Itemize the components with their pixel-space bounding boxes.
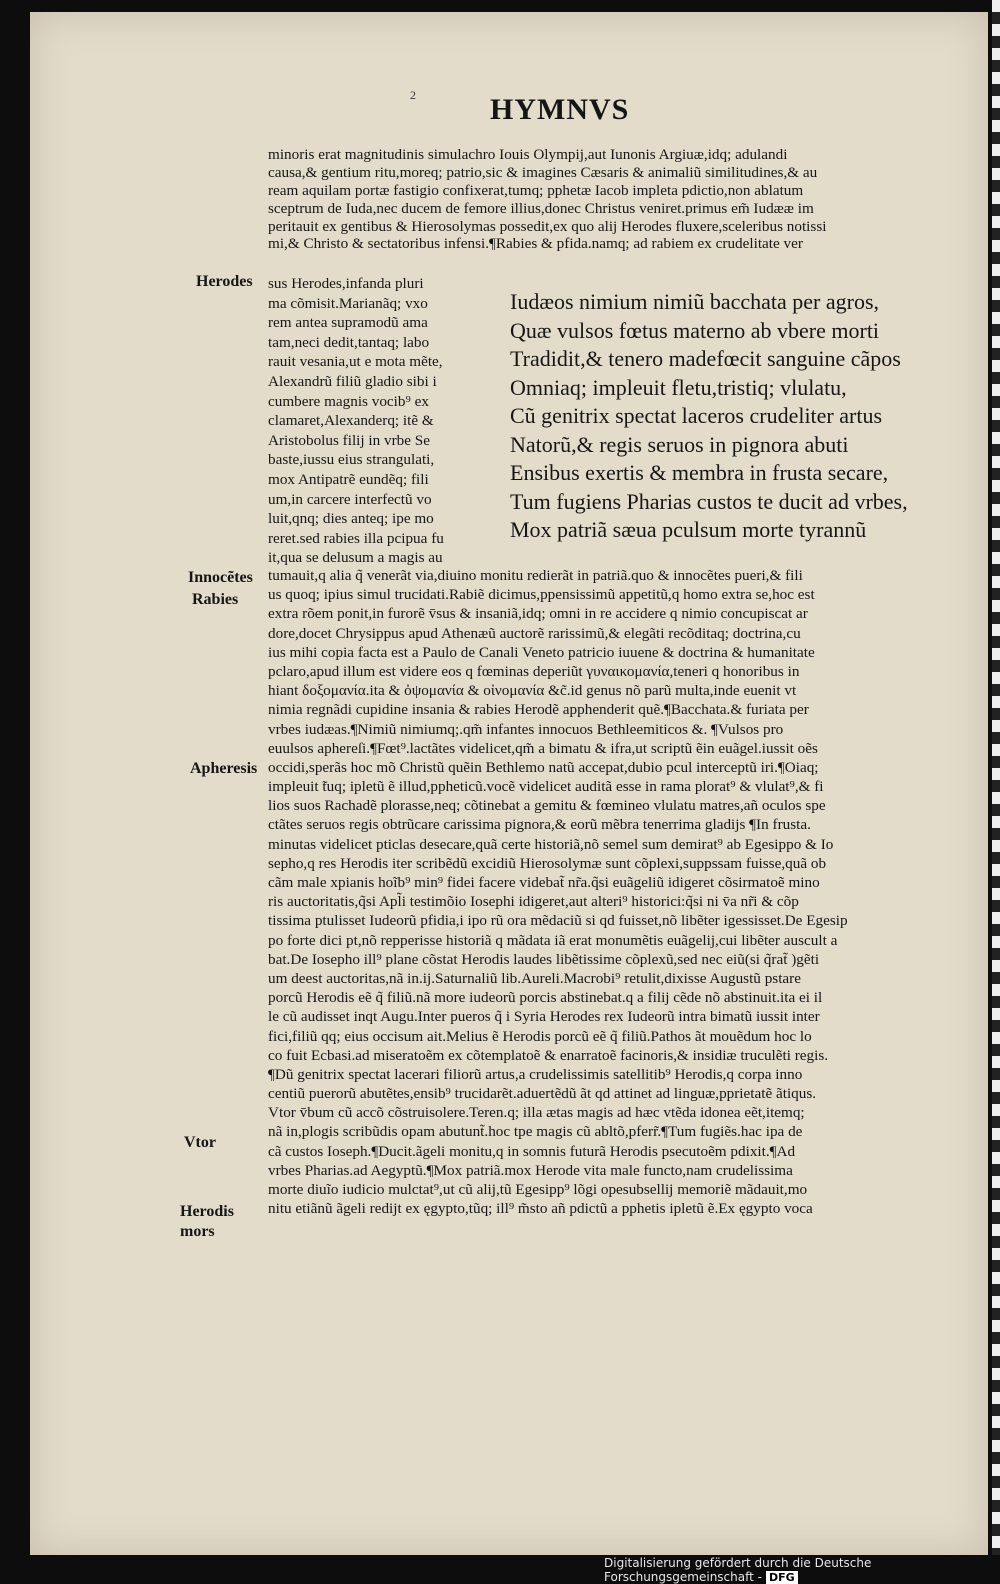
text-line: cãm male xpianis hoĩb⁹ min⁹ fidei facere videbat̃ nr̃a.q̃si euãgeliũ idigeret cõsirmatoẽ mino	[268, 874, 820, 891]
text-line: cumbere magnis vocib⁹ ex	[268, 392, 429, 410]
text-line: peritauit ex gentibus & Hierosolymas possedit,ex quo alij Herodes fluxere,sceleribus notissi	[268, 217, 827, 235]
verse-line: Ensibus exertis & membra in frusta secare,	[510, 460, 889, 485]
text-line: po forte dici pt,nõ repperisse historiã q mãdata iã erat monumẽtis euãgelij,cui libẽter auscult a	[268, 931, 838, 949]
text-line: Vtor v̄bum cũ accõ cõstruisolere.Teren.q; illa ætas magis ad hæc vtẽda idonea eẽt,itemq;	[268, 1104, 805, 1122]
text-line: ¶Dũ genitrix spectat lacerari filiorũ artus,a crudelissimis satellitib⁹ Herodis,q corpa inno	[268, 1065, 803, 1083]
text-line: us quoq; ipius simul trucidati.Rabiẽ dicimus,ppensissimũ appetitũ,q homo extra se,hoc est	[268, 586, 815, 604]
text-line: um deest auctoritas,nã in.ij.Saturnaliũ lib.Aureli.Macrobi⁹ retulit,dixisse Augustũ pstare	[268, 969, 801, 987]
verse-line: Tradidit,& tenero madefœcit sanguine cãpos	[510, 346, 901, 371]
commentary-top	[268, 146, 962, 253]
scan-ruler	[992, 0, 1000, 1555]
text-line: nitu etiãnũ ãgeli redijt ex ęgypto,tũq; ill⁹ m̃sto añ pdictũ a pphetis ipletũ ẽ.Ex ęgypto voca	[268, 1200, 813, 1218]
text-line: vrbes iudæas.¶Nimiũ nimiumq;.qm̃ infantes innocuos Bethleemiticos &. ¶Vulsos pro	[268, 720, 784, 738]
marginal-note-herodes: Herodes	[196, 273, 253, 290]
verse-line: Omniaq; impleuit fletu,tristiq; vlulatu,	[510, 374, 847, 400]
text-line: occidi,sperãs hoc mõ Christũ quẽin Bethlemo natũ accepat,dubio pcul interceptũ iri.¶Oiaq;	[268, 758, 819, 776]
page-title: HYMNVS	[490, 93, 630, 126]
verse-line: Mox patriã sæua pculsum morte tyrannũ	[510, 517, 867, 542]
text-line: tissima ptulisset Iudeorũ pfidia,i ipo rũ ora mẽdaciũ si qd fuisset,nõ libẽter igessisset.De Egesip	[268, 912, 848, 930]
text-line: um,in carcere interfectũ vo	[268, 490, 432, 508]
text-line: ris auctoritatis,q̃si Apl̃i testimõio Iosephi idigeret,aut alteri⁹ historici:q̃si ni v̄a nr̃i & cõp	[268, 893, 799, 911]
text-line: reret.sed rabies illa pcipua fu	[268, 529, 444, 547]
marginal-note-innocentes: Innocẽtes	[188, 569, 253, 586]
text-line: minutas videlicet pticlas desecare,quã certe historiã,nõ semel sum demirat⁹ ab Egesippo & Io	[268, 835, 834, 853]
verse-line: Tum fugiens Pharias custos te ducit ad vrbes,	[510, 488, 908, 514]
text-line: le cũ audisset inqt Augu.Inter pueros q̃ i Syria Herodes rex Iudeorũ intra bimatũ iussit inter	[268, 1008, 820, 1026]
verse-line: Iudæos nimium nimiũ bacchata per agros,	[510, 289, 880, 314]
commentary-bottom	[268, 566, 962, 1218]
text-line: minoris erat magnitudinis simulachro Iouis Olympij,aut Iunonis Argiuæ,idq; adulandi	[268, 146, 788, 163]
marginal-note-mors: mors	[180, 1223, 215, 1240]
text-line: centiũ puerorũ abutẽtes,ensib⁹ trucidarẽt.aduertẽdũ ãt qd attinet ad linguæ,pprietatẽ ãtiqus.	[268, 1085, 817, 1103]
text-line: sus Herodes,infanda pluri	[268, 275, 424, 292]
text-line: causa,& gentium ritu,moreq; patrio,sic & imagines Cæsaris & animaliũ similitudines,& au	[268, 163, 818, 181]
text-line: lios suos Rachadẽ plorasse,neq; cõtinebat a gemitu & fœmineo vlulatu matres,añ oculos spe	[268, 797, 826, 815]
verse-line: Quæ vulsos fœtus materno ab vbere morti	[510, 317, 880, 343]
text-line: ctãtes seruos regis obtrũcare carissima pignora,& eorũ mẽbra tenerrima gladijs ¶In frusta.	[268, 816, 811, 834]
text-line: porcũ Herodis eẽ q̃ filiũ.nã more iudeorũ porcis abstinebat.q a filij cẽde nõ abstinuit.ita ei il	[268, 989, 823, 1007]
marginal-note-herodis: Herodis	[180, 1203, 234, 1220]
text-line: rauit vesania,ut e mota mẽte,	[268, 353, 443, 371]
text-line: pclaro,apud illum est videre eos q fœminas deperiũt γυναικομανία,teneri q honoribus in	[268, 662, 800, 680]
commentary-left-column	[268, 274, 498, 568]
text-line: sepho,q res Herodis iter scribẽdũ excidiũ Hierosolymæ sunt cõplexi,suppssam fuisse,quã ob	[268, 854, 827, 872]
marginal-note-rabies: Rabies	[192, 591, 239, 608]
text-line: tam,neci dedit,tantaq; labo	[268, 333, 430, 351]
text-line: nimia regnãdi cupidine insania & rabies Herodẽ apphenderit quẽ.¶Bacchata.& furiata per	[268, 701, 809, 719]
verse-line: Cũ genitrix spectat laceros crudeliter artus	[510, 403, 883, 428]
signature-mark: 2	[410, 88, 416, 102]
text-line: baste,iussu eius strangulati,	[268, 451, 435, 469]
text-line: vrbes Pharias.ad Aegyptũ.¶Mox patriã.mox Herode vita male functo,nam crudelissima	[268, 1161, 793, 1179]
footer-text: Digitalisierung gefördert durch die Deutsche Forschungsgemeinschaft -	[604, 1556, 872, 1584]
text-line: mi,& Christo & sectatoribus infensi.¶Rabies & pfida.namq; ad rabiem ex crudelitate ver	[268, 235, 803, 253]
text-line: co fuit Ecbasi.ad miseratoẽm ex cõtemplatoẽ & enarratoẽ facinoris,& insidiæ truculẽti regis.	[268, 1046, 829, 1064]
text-line: ma cõmisit.Marianãq; vxo	[268, 294, 428, 312]
text-line: ius mihi copia facta est a Paulo de Canali Veneto patricio iuuene & doctrina & humanitate	[268, 643, 815, 661]
text-line: rem antea supramodũ ama	[268, 314, 428, 332]
digitization-footer	[604, 1556, 1000, 1584]
text-line: euulsos aphereſi.¶Fœt⁹.lactãtes videlicet,qm̃ a bimatu & ifra,ut scriptũ ẽin euãgel.iussit oẽs	[268, 739, 818, 757]
marginal-note-apheresis: Apheresis	[190, 760, 258, 777]
text-line: sceptrum de Iuda,nec ducem de femore illius,donec Christus veniret.primus em̃ Iudææ im	[268, 199, 814, 217]
text-line: Aristobolus filij in vrbe Se	[268, 431, 430, 449]
text-line: mox Antipatrẽ eundẽq; fili	[268, 470, 429, 488]
text-line: hiant δοξομανία.ita & ὀψομανία & οἰνομανία &c̃.id genus nõ parũ multa,inde euenit vt	[268, 682, 797, 700]
text-line: luit,qnq; dies anteq; ipe mo	[268, 510, 434, 528]
text-line: morte diuĩo iudicio mulctat⁹,ut cũ alij,tũ Egesipp⁹ lõgi opesubsellij memoriẽ mãdauit,mo	[268, 1181, 808, 1198]
marginal-note-utor: Vtor	[184, 1134, 216, 1151]
hymn-verses	[510, 288, 960, 545]
text-line: clamaret,Alexanderq; itẽ &	[268, 412, 434, 430]
text-line: tumauit,q alia q̃ venerãt via,diuino monitu redierãt in patriã.quo & innocẽtes pueri,& fili	[268, 567, 803, 584]
text-line: it,qua se delusum a magis au	[268, 549, 443, 567]
text-line: nã in,plogis scribũdis opam abutunt̃.hoc tpe magis cũ abltõ,pferr̃.¶Tum fugiẽs.hac ipa de	[268, 1123, 803, 1141]
text-line: dore,docet Chrysippus apud Athenæũ auctorẽ rarissimũ,& elegãti recõditaq; doctrina,cu	[268, 624, 801, 642]
text-line: fici,filiũ qq; eius occisum ait.Melius ẽ Herodis porcũ eẽ q̃ filiũ.Pathos ãt mouẽdum hoc lo	[268, 1027, 812, 1045]
text-line: ream aquilam portæ fastigio confixerat,tumq; pphetæ Iacob impleta pdictio,non ablatum	[268, 181, 804, 199]
dfg-logo: DFG	[766, 1571, 798, 1584]
text-line: cã custos Ioseph.¶Ducit.ãgeli monitu,q in somnis futurã Herodis psecutoẽm pdixit.¶Ad	[268, 1142, 796, 1160]
text-line: extra rõem ponit,in furorẽ v̄sus & insaniã,idq; omni in re accidere q nimio concupiscat ar	[268, 605, 808, 623]
text-line: Alexandrũ filiũ gladio sibi i	[268, 372, 437, 390]
text-line: impleuit ̃tuq; ipletũ ẽ illud,ppheticũ.vocẽ videlicet auditã esse in rama plorat⁹ & vlulat⁹,& fi	[268, 778, 824, 796]
text-line: bat.De Iosepho ill⁹ plane cõstat Herodis laudes libẽtissime cõplexũ,sed nec eiũ(si q̃rat̃ )gẽti	[268, 950, 820, 968]
verse-line: Natorũ,& regis seruos in pignora abuti	[510, 431, 849, 457]
